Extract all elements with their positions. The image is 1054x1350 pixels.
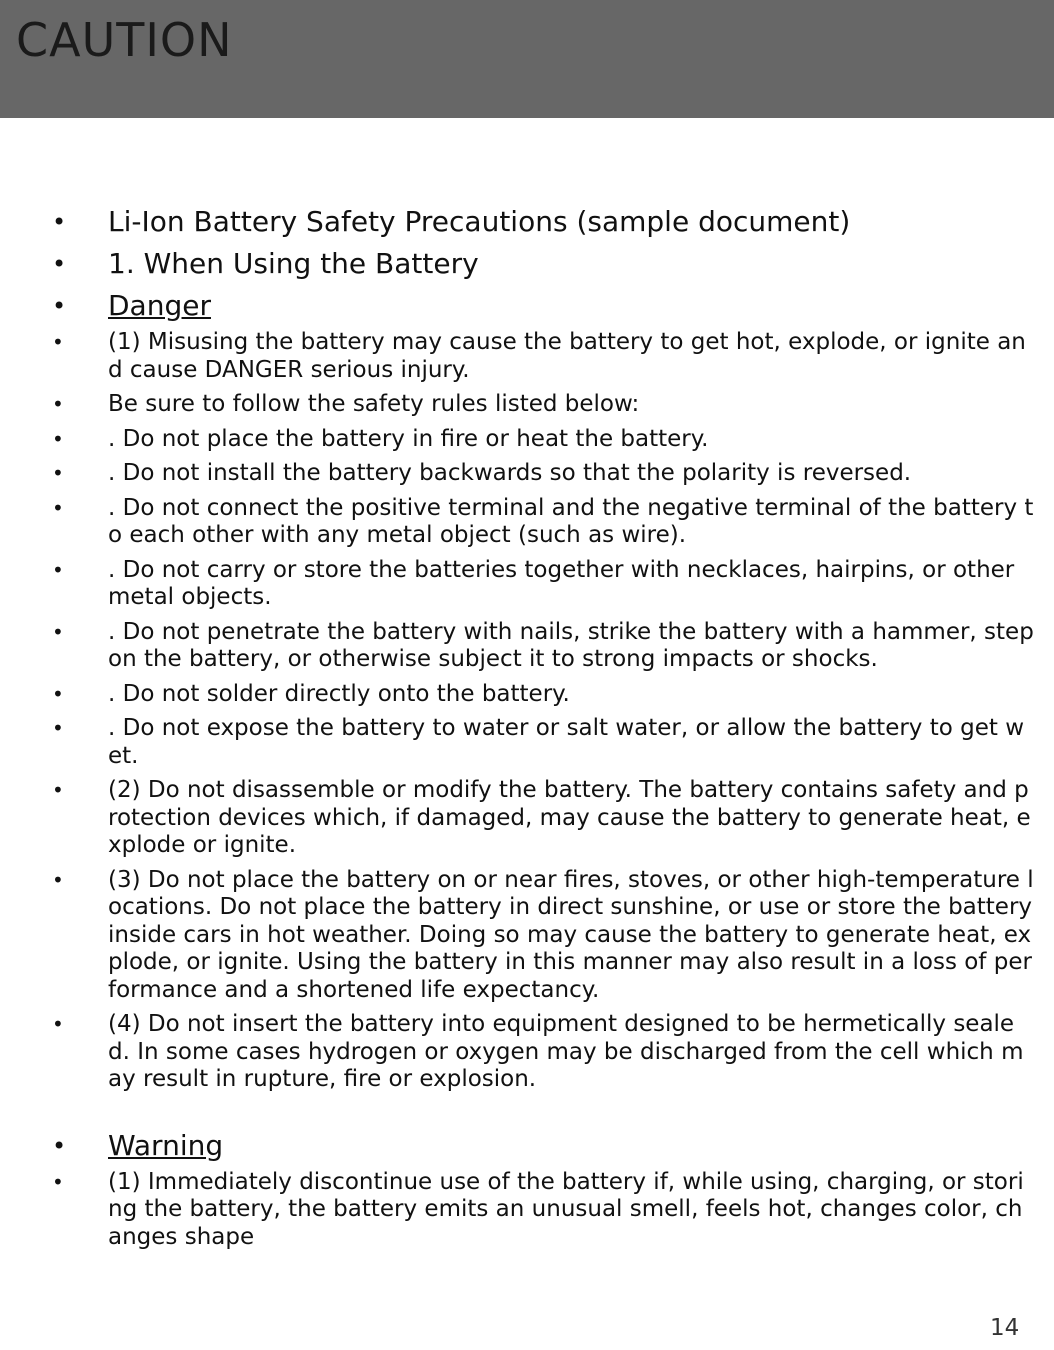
warning-heading: Warning: [108, 1128, 224, 1162]
list-item: [0, 557, 1054, 612]
list-item-text: . Do not connect the positive terminal and the negative terminal of the battery to each other with any metal object (such as wire).: [108, 494, 1034, 548]
list-item-text: (1) Immediately discontinue use of the battery if, while using, charging, or storing the battery, the battery emits an unusual smell, feels hot, changes color, changes shape: [108, 1168, 1024, 1250]
doc-title-item: [0, 203, 1054, 241]
bullet-icon: •: [52, 426, 64, 451]
header-bar: [0, 0, 1054, 118]
list-item: [0, 1169, 1054, 1252]
bullet-icon: •: [52, 681, 64, 706]
bullet-icon: •: [52, 867, 64, 892]
list-item: [0, 777, 1054, 860]
page-number: 14: [990, 1315, 1020, 1341]
list-item: [0, 460, 1054, 488]
bullet-icon: •: [52, 495, 64, 520]
list-item-text: (2) Do not disassemble or modify the battery. The battery contains safety and protection devices which, if damaged, may cause the battery to generate heat, explode or ignite.: [108, 777, 1031, 858]
warning-list: [0, 1169, 1054, 1252]
bullet-icon: •: [52, 619, 64, 644]
list-item-text: . Do not carry or store the batteries together with necklaces, hairpins, or other metal objects.: [108, 556, 1015, 610]
bullet-icon: •: [52, 1131, 67, 1160]
list-item-text: (4) Do not insert the battery into equipment designed to be hermetically sealed. In some cases hydrogen or oxygen may be discharged from the cell which may result in rupture, fire or explosion.: [108, 1011, 1024, 1092]
list-item-text: . Do not install the battery backwards so that the polarity is reversed.: [108, 460, 912, 486]
bullet-icon: •: [52, 461, 64, 485]
section-heading-item: [0, 245, 1054, 283]
list-item-text: . Do not expose the battery to water or salt water, or allow the battery to get wet.: [108, 715, 1025, 769]
list-item: [0, 1011, 1054, 1094]
danger-list: [0, 329, 1054, 1094]
list-item-text: (3) Do not place the battery on or near fires, stoves, or other high-temperature locations. Do not place the battery in direct sunshine, or use or store the battery inside cars in hot weather. Doing so may cause the battery to generate heat, explode, or ignite. Using the battery in this manner may also result in a loss of performance and a shortened life expectancy.: [108, 866, 1034, 1003]
bullet-icon: •: [52, 1169, 64, 1194]
list-item: [0, 681, 1054, 709]
list-item-text: (1) Misusing the battery may cause the battery to get hot, explode, or ignite and cause DANGER serious injury.: [108, 329, 1026, 383]
bullet-icon: •: [52, 392, 64, 416]
bullet-icon: •: [52, 1012, 64, 1036]
list-item: [0, 329, 1054, 384]
list-item-text: . Do not solder directly onto the battery.: [108, 680, 570, 707]
danger-heading: Danger: [108, 289, 211, 322]
list-item-text: . Do not penetrate the battery with nails, strike the battery with a hammer, step on the battery, or otherwise subject it to strong impacts or shocks.: [108, 618, 1034, 672]
list-item: [0, 495, 1054, 550]
section-heading: 1. When Using the Battery: [108, 247, 479, 280]
doc-title: Li-Ion Battery Safety Precautions (sample document): [108, 205, 851, 238]
list-item: [0, 619, 1054, 674]
bullet-icon: •: [52, 250, 67, 278]
bullet-icon: •: [52, 557, 64, 582]
list-item-text: . Do not place the battery in fire or heat the battery.: [108, 425, 709, 452]
list-item: [0, 391, 1054, 419]
list-item: [0, 867, 1054, 1005]
bullet-icon: •: [52, 716, 64, 740]
section-gap: [0, 1101, 1054, 1127]
list-item: [0, 715, 1054, 770]
bullet-icon: •: [52, 292, 67, 320]
danger-heading-item: [0, 287, 1054, 325]
warning-heading-item: [0, 1127, 1054, 1165]
bullet-icon: •: [52, 778, 64, 802]
bullet-icon: •: [52, 330, 64, 354]
bullet-icon: •: [52, 208, 67, 236]
list-item: [0, 426, 1054, 454]
page-title: CAUTION: [16, 13, 233, 67]
document-body: [0, 203, 1054, 1258]
list-item-text: Be sure to follow the safety rules listed below:: [108, 391, 640, 417]
